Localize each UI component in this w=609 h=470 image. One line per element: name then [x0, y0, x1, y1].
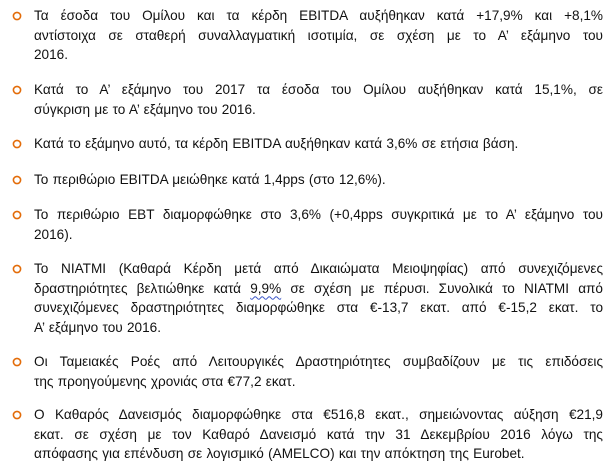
circle-bullet-icon	[11, 263, 23, 275]
circle-bullet-icon	[11, 356, 23, 368]
bullet-text	[34, 259, 603, 337]
text-line: Οι Ταμειακές Ροές από Λειτουργικές Δραστηριότητες συμβαδίζουν με τις επιδόσεις	[34, 354, 603, 369]
circle-bullet-icon	[11, 174, 23, 186]
circle-bullet-icon	[11, 138, 23, 150]
bullet-text	[34, 6, 603, 65]
text-segment: σε σχέση με πέρυσι. Συνολικά το NIATMI από	[281, 280, 603, 296]
text-line: σύγκριση με το Α’ εξάμηνο του 2016.	[34, 101, 256, 117]
text-line: 2016.	[34, 47, 69, 62]
text-line: Ο Καθαρός Δανεισμός διαμορφώθηκε στα €516,8 εκατ., σημειώνοντας αύξηση €21,9	[34, 407, 603, 422]
text-line: Κατά το Α’ εξάμηνο του 2017 τα έσοδα του Ομίλου αυξήθηκαν κατά 15,1%, σε	[34, 82, 603, 97]
circle-bullet-icon	[11, 10, 23, 22]
bullet-text	[34, 205, 603, 244]
text-line: Το NIATMI (Καθαρά Κέρδη μετά από Δικαιώματα Μειοψηφίας) από συνεχιζόμενες	[34, 261, 603, 276]
text-line: Κατά το εξάμηνο αυτό, τα κέρδη EBITDA αυξήθηκαν κατά 3,6% σε ετήσια βάση.	[34, 136, 519, 151]
text-line: αντίστοιχα σε σταθερή συναλλαγματική ισοτιμία, σε σχέση με το Α’ εξάμηνο του	[34, 27, 603, 43]
text-line: της προηγούμενης χρονιάς στα €77,2 εκατ.	[34, 373, 296, 389]
spellcheck-flagged-value: 9,9%	[250, 280, 282, 296]
circle-bullet-icon	[11, 209, 23, 221]
text-line: εκατ. σε σχέση με τον Καθαρό Δανεισμό κατά την 31 Δεκεμβρίου 2016 λόγω της	[34, 426, 603, 442]
text-line: 2016).	[34, 226, 73, 242]
text-line: Α’ εξάμηνο του 2016.	[34, 319, 161, 335]
circle-bullet-icon	[11, 84, 23, 96]
text-line-with-squiggle	[34, 279, 603, 299]
text-line: απόφασης για επένδυση σε λογισμικό (AMELCO) και την απόκτηση της Eurobet.	[34, 446, 525, 461]
bullet-text	[34, 352, 603, 391]
bullet-text	[34, 170, 603, 190]
bullet-text	[34, 405, 603, 464]
text-line: συνεχιζόμενες δραστηριότητες διαμορφώθηκε στα €-13,7 εκατ. από €-15,2 εκατ. το	[34, 300, 603, 315]
text-line: Το περιθώριο EBITDA μειώθηκε κατά 1,4pps (στο 12,6%).	[34, 172, 386, 187]
bullet-text	[34, 80, 603, 119]
circle-bullet-icon	[11, 409, 23, 421]
text-line: Το περιθώριο EBT διαμορφώθηκε στο 3,6% (+0,4pps συγκριτικά με το Α’ εξάμηνο του	[34, 207, 603, 222]
text-segment: δραστηριότητες βελτιώθηκε κατά	[34, 280, 251, 296]
text-line: Τα έσοδα του Ομίλου και τα κέρδη EBITDA αυξήθηκαν κατά +17,9% και +8,1%	[34, 8, 603, 23]
bullet-text	[34, 134, 603, 154]
